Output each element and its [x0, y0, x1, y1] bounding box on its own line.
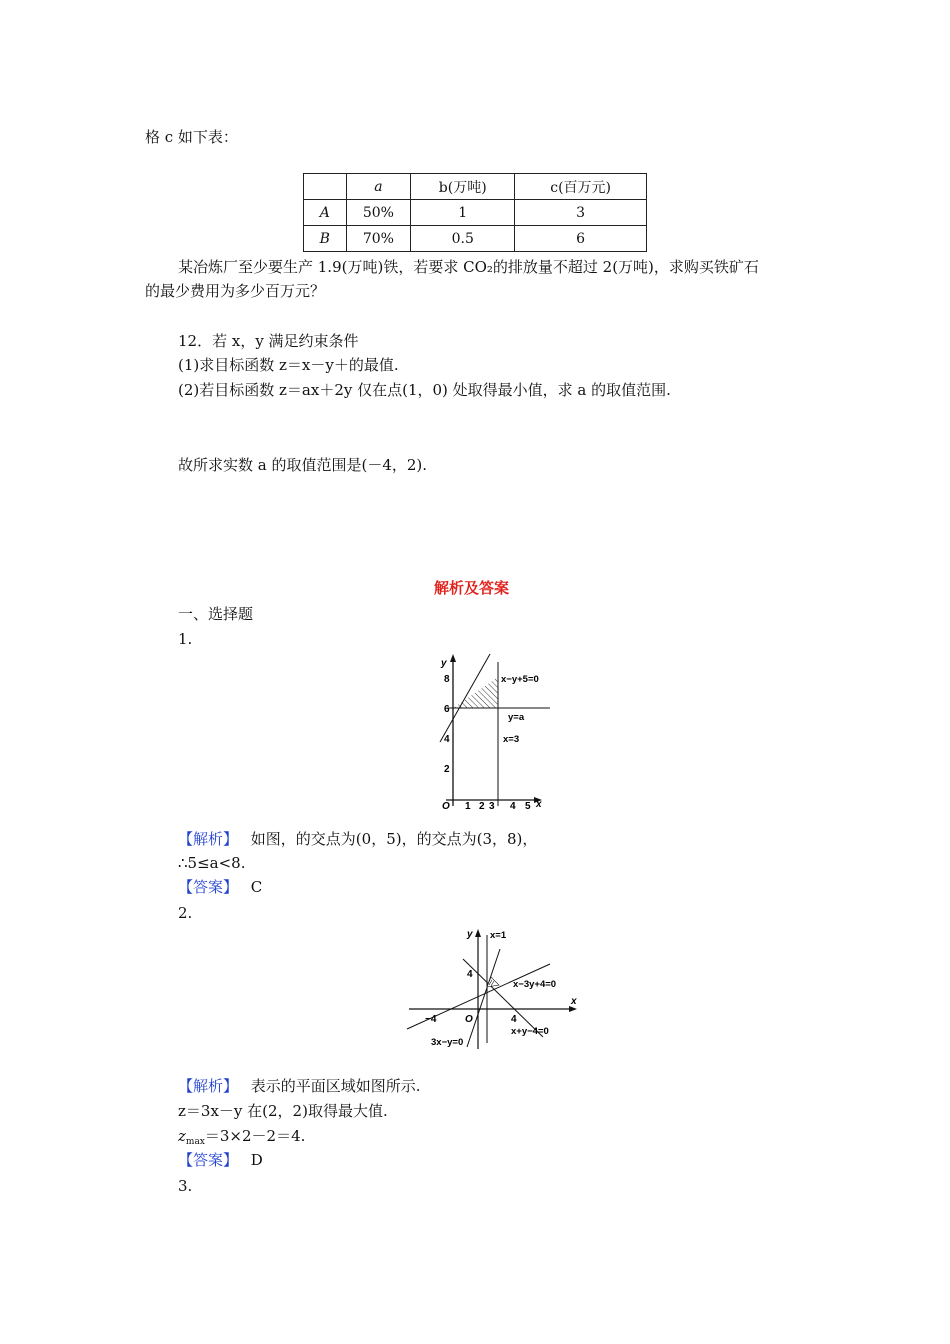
q1-therefore: ∴5≤a<8. [178, 854, 246, 872]
table-header-cell: a [346, 174, 411, 200]
table-cell: 3 [515, 200, 647, 226]
answer-tag: 【答案】 [178, 878, 239, 896]
table-row [304, 200, 647, 226]
table-cell: 6 [515, 226, 647, 252]
label-line-1: x−3y+4=0 [513, 979, 557, 990]
y-tick-4: 4 [444, 734, 450, 745]
table-header-cell: b(万吨) [411, 174, 515, 200]
q1-analysis [178, 829, 537, 849]
answer-tag: 【答案】 [178, 1151, 239, 1169]
table-cell: A [304, 200, 347, 226]
feasible-region [453, 677, 498, 708]
x-tick-2: 2 [479, 801, 485, 812]
analysis-text: 表示的平面区域如图所示. [250, 1077, 421, 1095]
x-tick-neg4: −4 [425, 1014, 437, 1025]
table-cell: 0.5 [411, 226, 515, 252]
z-subscript: max [185, 1137, 205, 1147]
origin-label: O [442, 801, 450, 812]
label-line-2: x+y−4=0 [511, 1026, 549, 1037]
question-3-number: 3. [178, 1177, 193, 1195]
problem-12-line-3: (2)若目标函数 z＝ax＋2y 仅在点(1，0) 处取得最小值，求 a 的取值范围. [178, 381, 671, 399]
answer-value: C [250, 878, 263, 896]
data-table [303, 173, 647, 252]
x-tick-5: 5 [525, 801, 531, 812]
intro-line: 格 c 如下表： [145, 128, 238, 146]
table-cell: 50% [346, 200, 411, 226]
x-tick-1: 1 [465, 801, 471, 812]
graph-2 [405, 925, 585, 1051]
conclusion-line: 故所求实数 a 的取值范围是(－4，2). [178, 456, 428, 474]
x-tick-4: 4 [510, 801, 516, 812]
analysis-text: 如图，的交点为(0，5)，的交点为(3，8)， [250, 830, 538, 848]
table-cell: 70% [346, 226, 411, 252]
table-cell: B [304, 226, 347, 252]
label-line-3: x=3 [503, 734, 520, 745]
y-tick-8: 8 [444, 674, 450, 685]
table-row [304, 226, 647, 252]
q2-analysis [178, 1076, 421, 1096]
q2-line-2: z＝3x－y 在(2，2)取得最大值. [178, 1102, 388, 1120]
graph-1 [428, 652, 556, 814]
label-line-1: x−y+5=0 [501, 674, 539, 685]
subsection-title: 一、选择题 [178, 605, 254, 623]
problem-12-line-2: (1)求目标函数 z＝x－y＋的最值. [178, 356, 399, 374]
label-line-3: 3x−y=0 [431, 1037, 464, 1048]
y-tick-2: 2 [444, 764, 450, 775]
feasible-region [487, 977, 499, 987]
x-axis-label: x [571, 996, 577, 1007]
y-axis-arrow [475, 929, 481, 937]
label-line-2: y=a [508, 712, 525, 723]
y-tick-4: 4 [467, 969, 473, 980]
q2-answer [178, 1150, 263, 1170]
problem-12-line-1: 12．若 x，y 满足约束条件 [178, 332, 359, 350]
y-axis-arrow [450, 654, 456, 662]
table-header-row [304, 174, 647, 200]
line-3x-minus-y [467, 949, 500, 1047]
question-1-number: 1. [178, 630, 193, 648]
q2-line-3 [178, 1126, 305, 1152]
z-symbol: z [178, 1127, 186, 1145]
analysis-tag: 【解析】 [178, 1077, 239, 1095]
x-tick-4: 4 [511, 1014, 517, 1025]
table-cell: 1 [411, 200, 515, 226]
answer-value: D [250, 1151, 263, 1169]
analysis-tag: 【解析】 [178, 830, 239, 848]
question-2-number: 2. [178, 904, 193, 922]
problem-11-line-2: 的最少费用为多少百万元？ [145, 282, 326, 300]
y-axis-label: y [441, 658, 447, 669]
y-tick-6: 6 [444, 704, 450, 715]
label-x-equals-1: x=1 [490, 930, 507, 941]
q1-answer [178, 877, 262, 897]
problem-11-line-1: 某冶炼厂至少要生产 1.9(万吨)铁，若要求 CO₂的排放量不超过 2(万吨)，求购买铁矿石 [178, 258, 759, 276]
table-header-cell: c(百万元) [515, 174, 647, 200]
z-value: ＝3×2－2＝4. [204, 1127, 306, 1145]
origin-label: O [465, 1014, 473, 1025]
y-axis-label: y [467, 929, 473, 940]
x-axis-label: x [536, 799, 542, 810]
table-header-cell [304, 174, 347, 200]
section-title: 解析及答案 [434, 579, 510, 597]
x-tick-3: 3 [489, 801, 495, 812]
